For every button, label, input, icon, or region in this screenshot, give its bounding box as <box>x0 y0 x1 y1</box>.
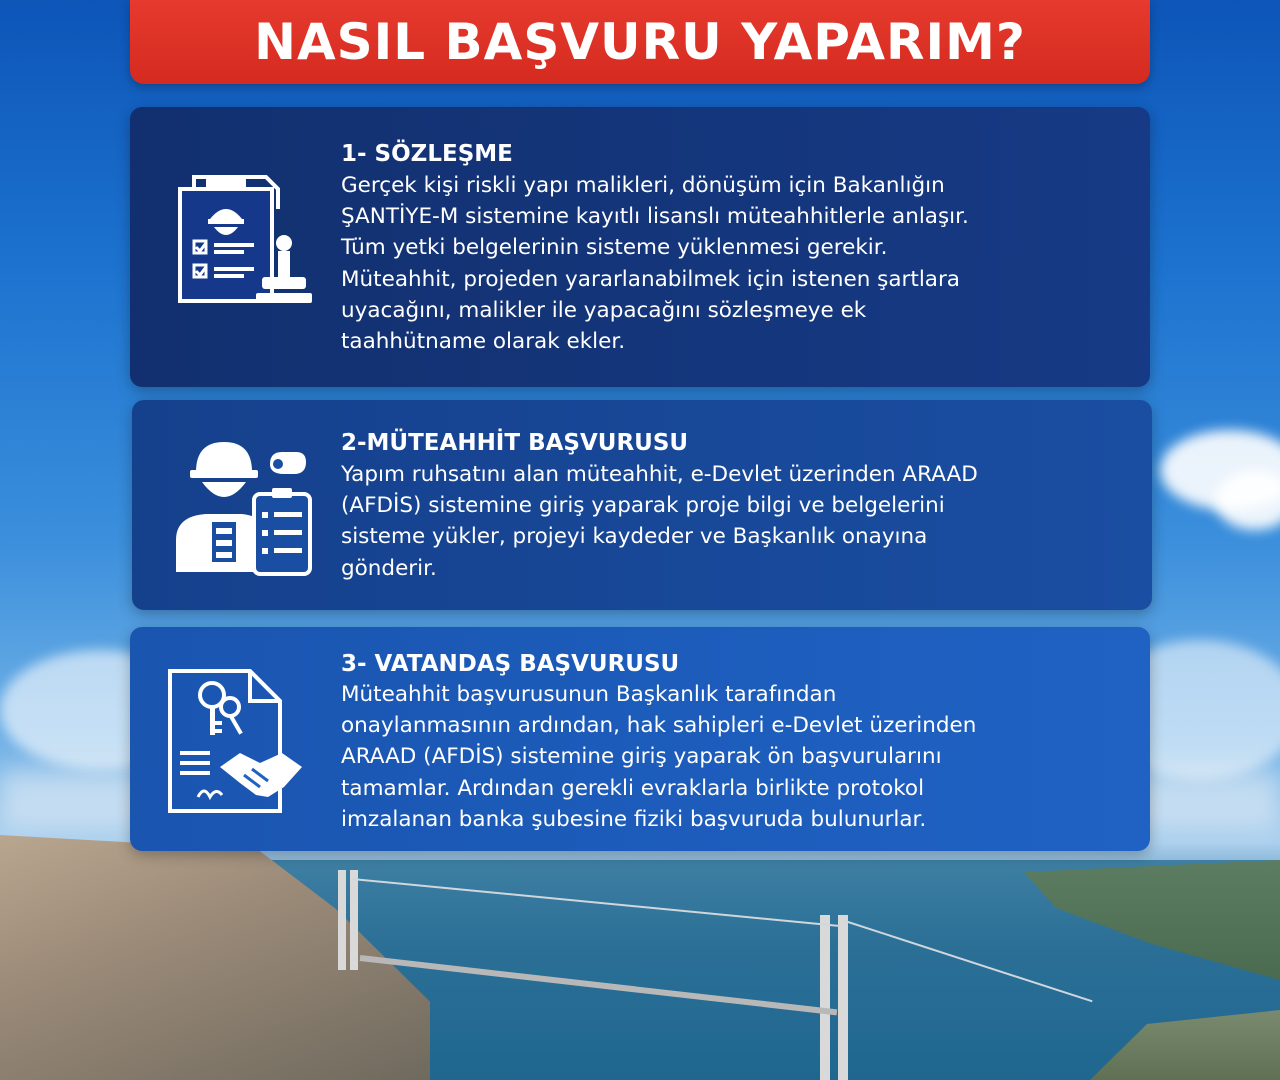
description-line: taahhütname olarak ekler. <box>341 329 626 355</box>
description-line: uyacağını, malikler ile yapacağını sözleşmeye ek <box>341 297 867 323</box>
description-line: Gerçek kişi riskli yapı malikleri, dönüşüm için Bakanlığın <box>341 173 945 198</box>
description-line: sisteme yükler, projeyi kaydeder ve Başkanlık onayına <box>341 524 928 550</box>
description-line: ARAAD (AFDİS) sistemine giriş yaparak ön başvurularını <box>341 744 942 770</box>
description-line: ŞANTİYE-M sistemine kayıtlı lisanslı müteahhitlerle anlaşır. <box>341 204 969 230</box>
contract-stamp-icon <box>166 169 316 319</box>
step-title: 2-MÜTEAHHİT BAŞVURUSU <box>341 430 689 456</box>
description-line: Müteahhit, projeden yararlanabilmek için istenen şartlara <box>341 266 960 292</box>
step-description <box>341 170 1131 357</box>
contractor-worker-icon <box>166 430 316 580</box>
step-card-citizen <box>130 627 1150 851</box>
description-line: Müteahhit başvurusunun Başkanlık tarafından <box>341 682 837 707</box>
step-card-contract <box>130 107 1150 387</box>
description-line: onaylanmasının ardından, hak sahipleri e-Devlet üzerinden <box>341 713 977 739</box>
step-description <box>341 679 1131 835</box>
step-description <box>341 459 1131 584</box>
description-line: imzalanan banka şubesine fiziki başvuruda bulunurlar. <box>341 806 927 832</box>
description-line: Yapım ruhsatını alan müteahhit, e-Devlet üzerinden ARAAD <box>341 462 978 487</box>
page-title: NASIL BAŞVURU YAPARIM? <box>254 13 1026 71</box>
description-line: (AFDİS) sistemine giriş yaparak proje bilgi ve belgelerini <box>341 493 945 519</box>
description-line: tamamlar. Ardından gerekli evraklarla birlikte protokol <box>341 775 925 801</box>
step-card-contractor <box>132 400 1152 610</box>
step-title: 1- SÖZLEŞME <box>341 141 513 167</box>
key-document-handshake-icon <box>164 665 304 815</box>
title-banner <box>130 0 1150 84</box>
description-line: gönderir. <box>341 555 437 581</box>
description-line: Tüm yetki belgelerinin sisteme yüklenmesi gerekir. <box>341 235 888 261</box>
step-title: 3- VATANDAŞ BAŞVURUSU <box>341 651 680 677</box>
